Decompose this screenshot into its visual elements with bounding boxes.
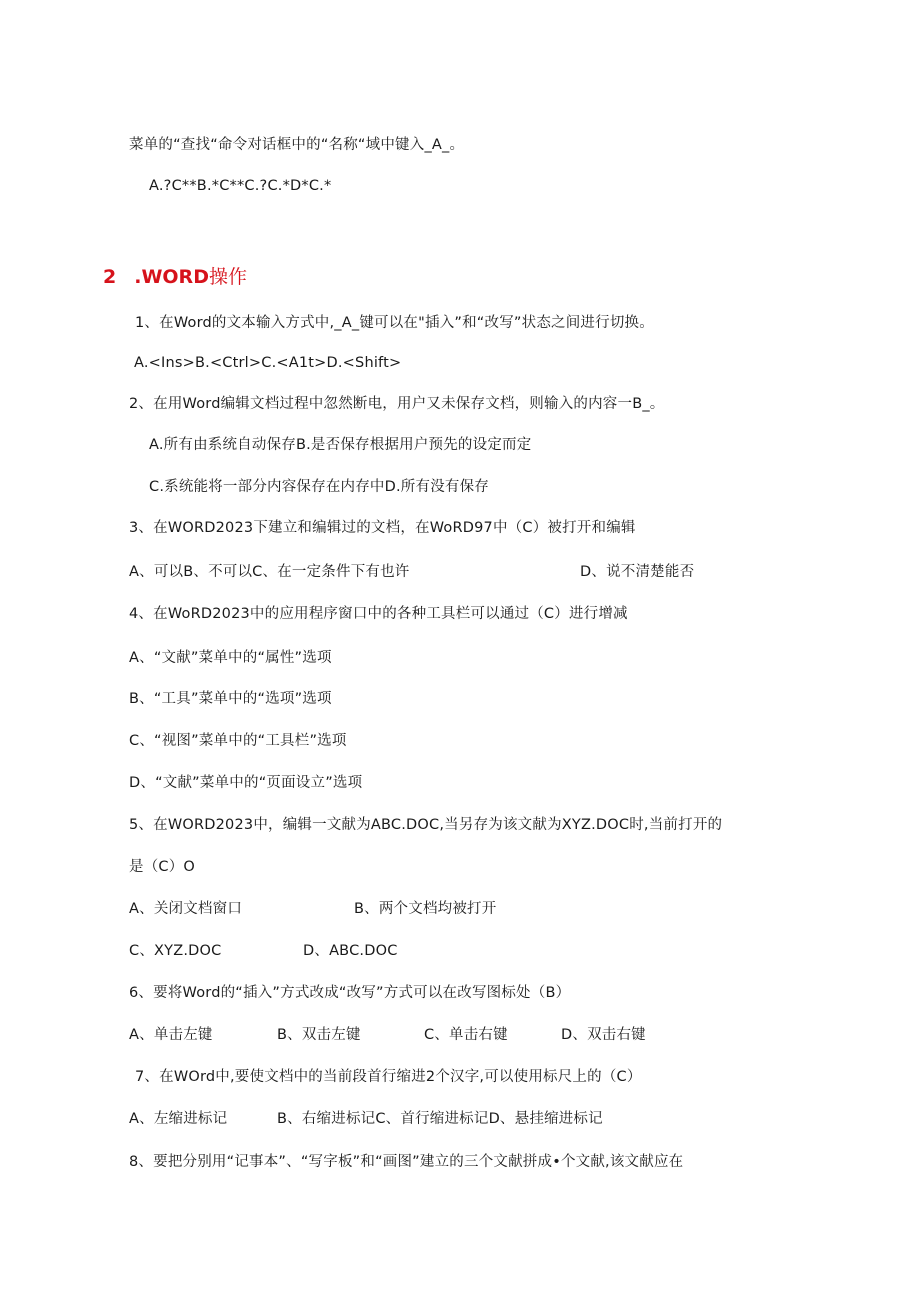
question-1-options: A.<Ins>B.<Ctrl>C.<A1t>D.<Shift>	[134, 355, 402, 371]
text-line: A.?C**B.*C**C.?C.*D*C.*	[149, 178, 332, 194]
question-6-option-a: A、单击左键	[129, 1027, 213, 1043]
question-2-options-b: C.系统能将一部分内容保存在内存中D.所有没有保存	[149, 479, 490, 495]
question-7: 7、在WOrd中,要使文档中的当前段首行缩进2个汉字,可以使用标尺上的（C）	[135, 1069, 642, 1085]
question-2-options-a: A.所有由系统自动保存B.是否保存根据用户预先的设定而定	[149, 437, 532, 453]
question-5-option-b: B、两个文档均被打开	[354, 901, 497, 917]
question-3-options-b: D、说不清楚能否	[580, 564, 695, 580]
question-3: 3、在WORD2023下建立和编辑过的文档，在WoRD97中（C）被打开和编辑	[129, 520, 636, 536]
question-5-option-c: C、XYZ.DOC	[129, 943, 222, 959]
question-4-option-c: C、“视图”菜单中的“工具栏”选项	[129, 733, 347, 749]
question-6-option-d: D、双击右键	[561, 1027, 646, 1043]
question-8: 8、要把分别用“记事本”、“写字板”和“画图”建立的三个文献拼成•个文献,该文献应在	[129, 1154, 684, 1170]
section-title: .WORD	[134, 266, 209, 288]
text-line: 菜单的“查找“命令对话框中的“名称“域中键入_A_。	[129, 137, 465, 153]
question-6: 6、要将Word的“插入”方式改成“改写”方式可以在改写图标处（B）	[129, 985, 571, 1001]
question-5: 5、在WORD2023中，编辑一文献为ABC.DOC,当另存为该文献为XYZ.DOC时,当前打开的	[129, 817, 723, 833]
section-number: 2	[103, 266, 117, 288]
section-heading	[103, 264, 247, 290]
question-5-option-d: D、ABC.DOC	[303, 943, 398, 959]
question-4: 4、在WoRD2023中的应用程序窗口中的各种工具栏可以通过（C）进行增减	[129, 606, 628, 622]
question-1: 1、在Word的文本输入方式中,_A_键可以在"插入”和“改写”状态之间进行切换。	[135, 315, 654, 331]
question-4-option-d: D、“文献”菜单中的“页面设立”选项	[129, 775, 363, 791]
question-5-option-a: A、关闭文档窗口	[129, 901, 243, 917]
section-title-suffix: 操作	[208, 266, 247, 288]
question-4-option-a: A、“文献”菜单中的“属性”选项	[129, 650, 332, 666]
question-6-option-c: C、单击右键	[424, 1027, 508, 1043]
question-7-option-b: B、右缩进标记C、首行缩进标记D、悬挂缩进标记	[277, 1111, 603, 1127]
question-3-options-a: A、可以B、不可以C、在一定条件下有也许	[129, 564, 410, 580]
question-5-continued: 是（C）O	[129, 859, 196, 875]
question-7-option-a: A、左缩进标记	[129, 1111, 228, 1127]
question-2: 2、在用Word编辑文档过程中忽然断电，用户又未保存文档，则输入的内容一B_。	[129, 396, 665, 412]
question-6-option-b: B、双击左键	[277, 1027, 361, 1043]
question-4-option-b: B、“工具”菜单中的“选项”选项	[129, 691, 332, 707]
